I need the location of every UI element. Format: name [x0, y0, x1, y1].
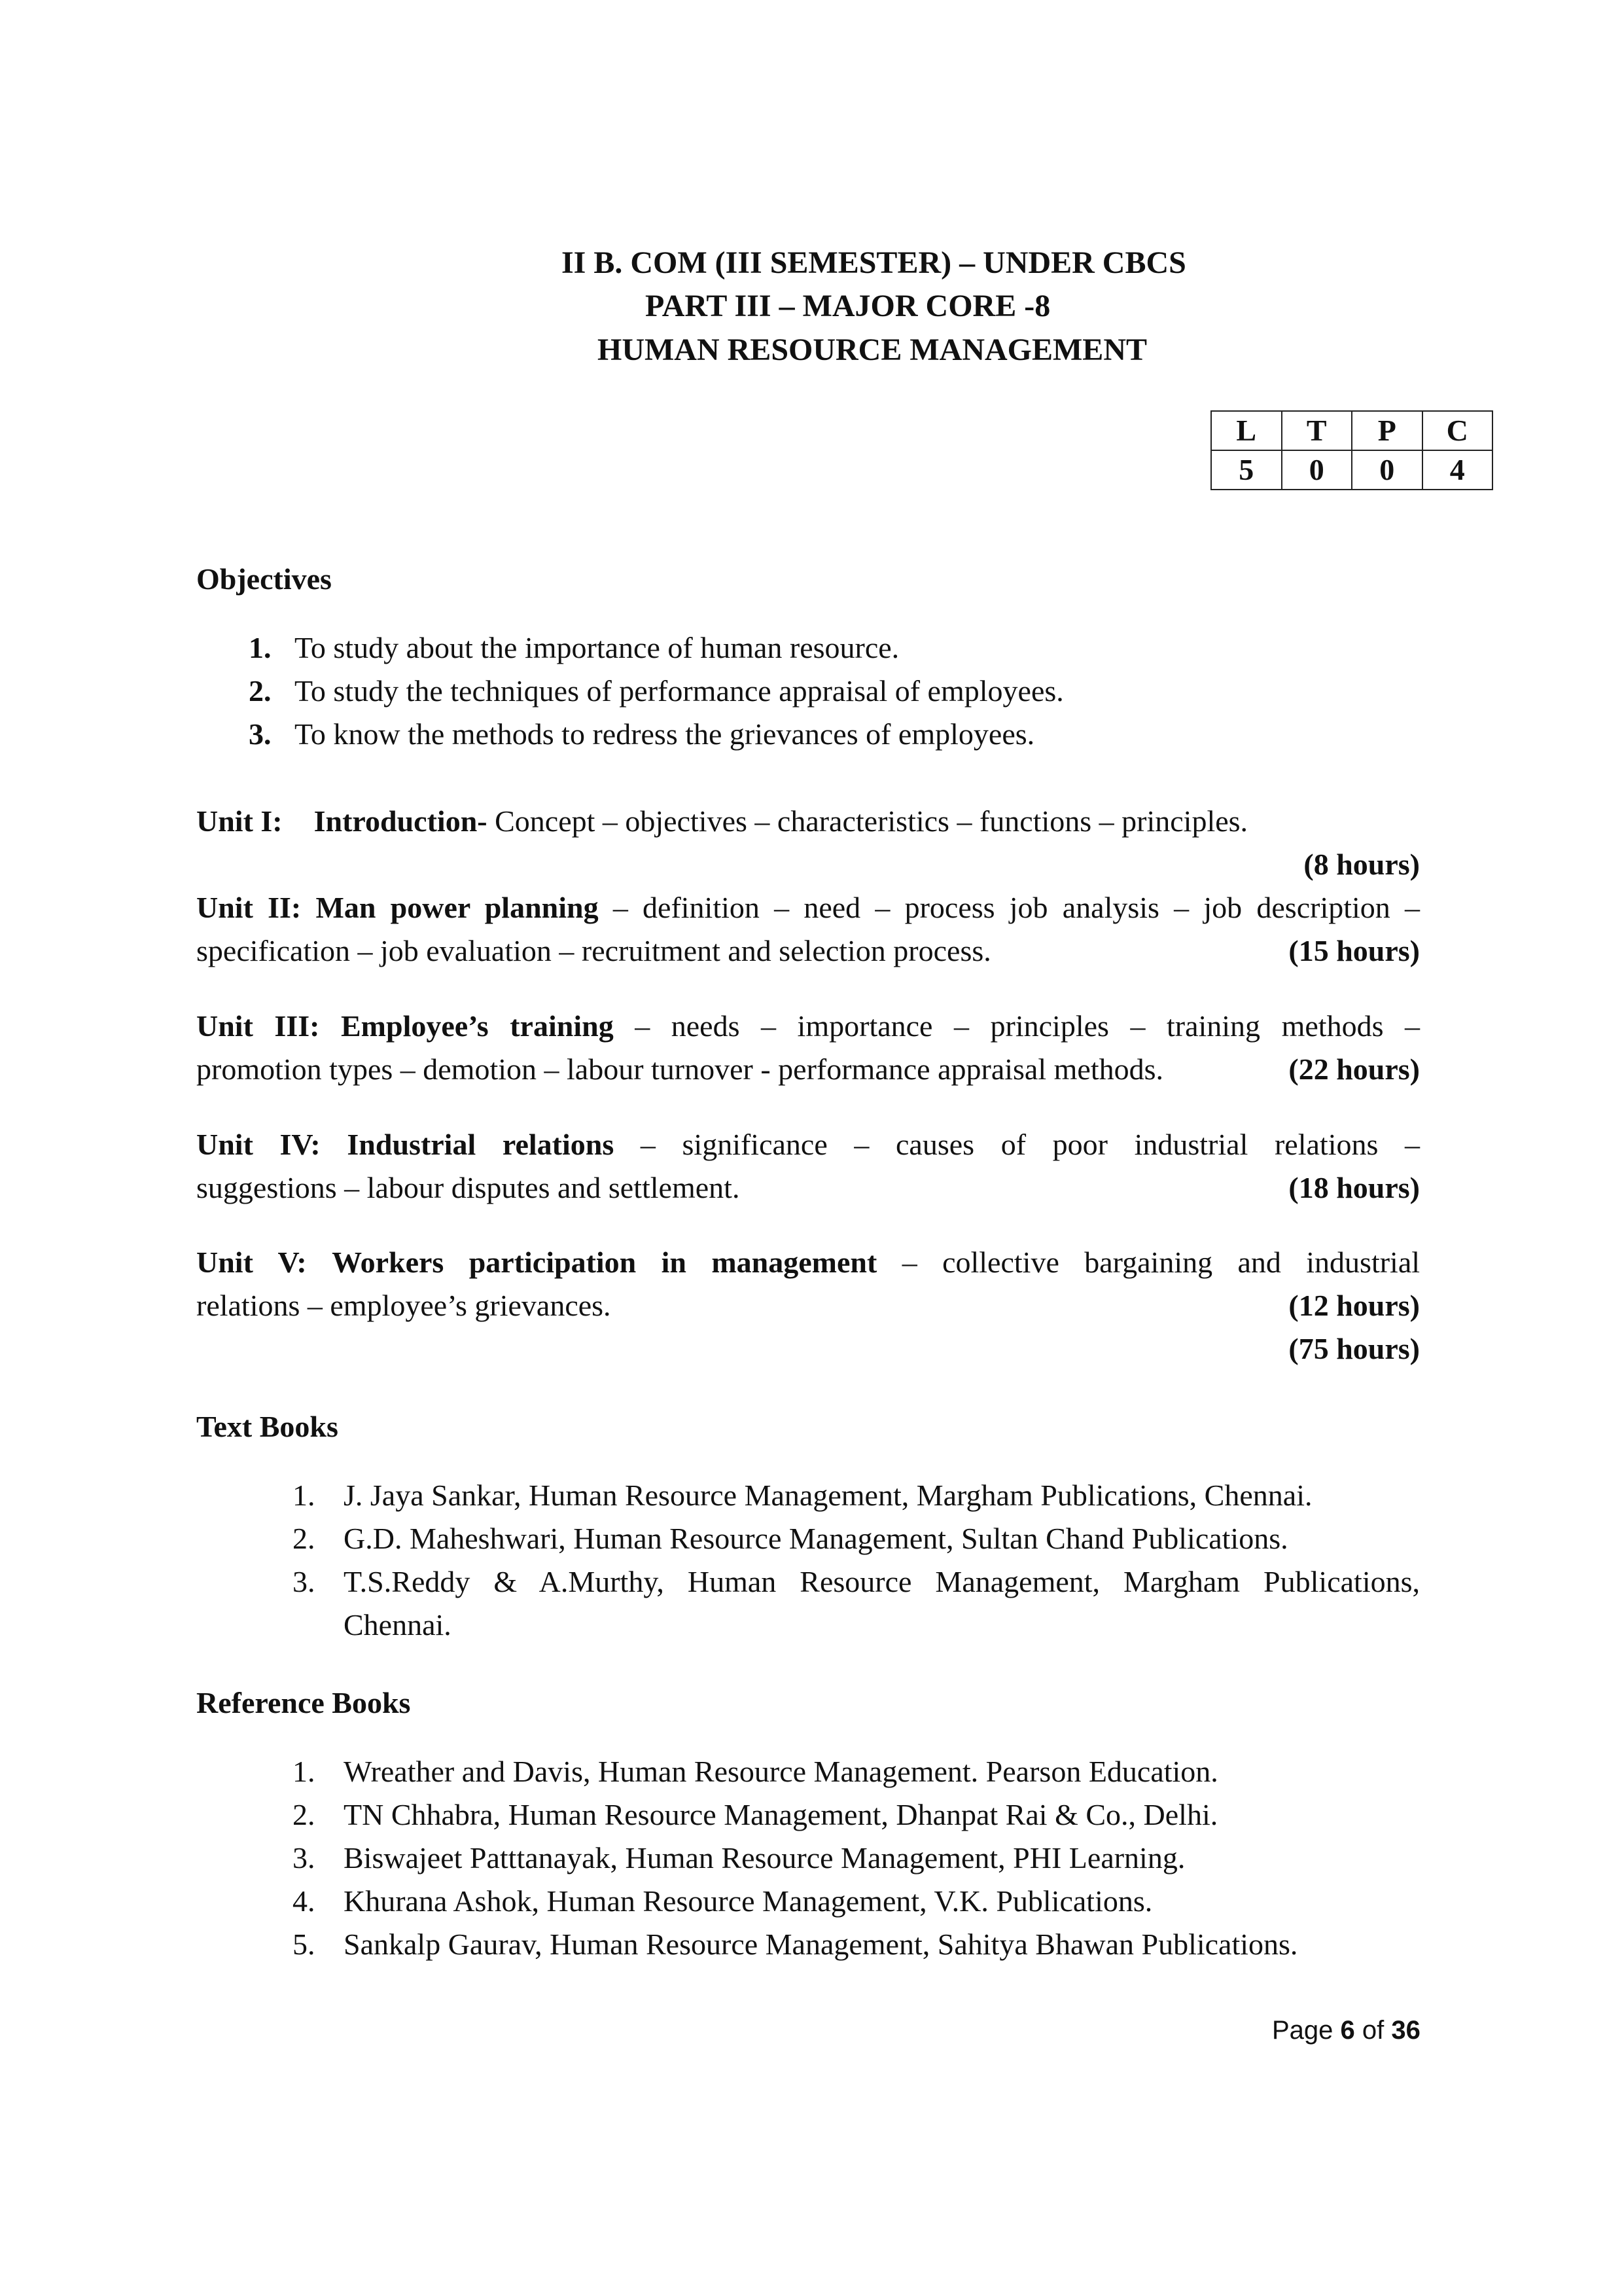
ltpc-header-l: L [1211, 411, 1282, 450]
list-number: 2. [292, 1798, 315, 1831]
unit-4-line-2 [196, 1166, 1420, 1210]
unit-text: specification – job evaluation – recruitment and selection process. [196, 934, 991, 967]
list-number: 4. [292, 1884, 315, 1918]
text-books-list [292, 1474, 1420, 1647]
unit-label: Unit V: [196, 1246, 307, 1279]
page-of: of [1362, 2016, 1385, 2045]
list-text: G.D. Maheshwari, Human Resource Management, Sultan Chand Publications. [344, 1522, 1288, 1555]
unit-2-line-1 [196, 886, 1420, 929]
text-books-title: Text Books [196, 1410, 338, 1443]
unit-4 [196, 1123, 1420, 1210]
list-number: 1. [292, 1479, 315, 1512]
list-item [292, 1750, 1297, 1793]
unit-2-line-2 [196, 929, 1420, 973]
ltpc-value-row [1211, 450, 1492, 490]
unit-title: Employee’s training [341, 1009, 614, 1043]
reference-books-list [292, 1750, 1298, 1966]
list-item-continuation [344, 1604, 1420, 1647]
ltpc-header-t: T [1282, 411, 1352, 450]
list-item [249, 713, 1064, 756]
unit-hours: (8 hours) [1303, 848, 1420, 881]
list-item [292, 1474, 1420, 1517]
unit-text: – definition – need – process job analysis – job description – [612, 891, 1420, 924]
list-text: J. Jaya Sankar, Human Resource Management, Margham Publications, Chennai. [344, 1479, 1313, 1512]
list-number: 3. [249, 717, 272, 751]
unit-hours: (15 hours) [1288, 934, 1420, 967]
unit-1-line [196, 800, 1420, 843]
list-text: To study about the importance of human resource. [294, 631, 900, 664]
unit-label: Unit IV: [196, 1128, 321, 1161]
unit-3-line-1 [196, 1005, 1420, 1048]
course-part: PART III – MAJOR CORE -8 [645, 289, 1051, 323]
list-text: Khurana Ashok, Human Resource Management, V.K. Publications. [344, 1884, 1153, 1918]
unit-text: suggestions – labour disputes and settlement. [196, 1171, 740, 1204]
ltpc-header-c: C [1422, 411, 1493, 450]
unit-text: – collective bargaining and industrial [902, 1246, 1421, 1279]
list-text: Sankalp Gaurav, Human Resource Management, Sahitya Bhawan Publications. [344, 1928, 1298, 1961]
course-heading: II B. COM (III SEMESTER) – UNDER CBCS [561, 245, 1186, 280]
list-number: 2. [292, 1522, 315, 1555]
unit-3-line-2 [196, 1048, 1420, 1091]
ltpc-value-p: 0 [1352, 450, 1422, 490]
reference-books-title: Reference Books [196, 1686, 411, 1719]
list-number: 1. [292, 1755, 315, 1788]
list-text: Wreather and Davis, Human Resource Management. Pearson Education. [344, 1755, 1218, 1788]
list-text: T.S.Reddy & A.Murthy, Human Resource Management, Margham Publications, [344, 1565, 1420, 1598]
unit-label: Unit I: [196, 804, 283, 838]
list-item [292, 1793, 1297, 1837]
list-item [292, 1517, 1420, 1560]
page-total: 36 [1391, 2016, 1421, 2045]
list-number: 1. [249, 631, 272, 664]
list-number: 5. [292, 1928, 315, 1961]
ltpc-table [1210, 410, 1493, 490]
unit-text: – needs – importance – principles – training methods – [635, 1009, 1420, 1043]
page-current: 6 [1340, 2016, 1355, 2045]
unit-2 [196, 886, 1420, 973]
unit-3 [196, 1005, 1420, 1091]
total-hours: (75 hours) [1288, 1332, 1420, 1365]
unit-5 [196, 1241, 1420, 1371]
unit-5-line-1 [196, 1241, 1420, 1284]
page-number [1272, 2017, 1421, 2043]
ltpc-value-c: 4 [1422, 450, 1493, 490]
page-prefix: Page [1272, 2016, 1333, 2045]
list-number: 3. [292, 1565, 315, 1598]
list-item [249, 670, 1064, 713]
list-text: To know the methods to redress the grievances of employees. [294, 717, 1035, 751]
list-text: To study the techniques of performance appraisal of employees. [294, 674, 1064, 708]
list-item [292, 1837, 1297, 1880]
ltpc-header-p: P [1352, 411, 1422, 450]
list-text: Biswajeet Patttanayak, Human Resource Management, PHI Learning. [344, 1841, 1186, 1874]
unit-label: Unit II: [196, 891, 302, 924]
unit-text: – significance – causes of poor industrial relations – [640, 1128, 1421, 1161]
unit-title: Man power planning [315, 891, 599, 924]
list-item [292, 1923, 1298, 1966]
unit-text: promotion types – demotion – labour turnover - performance appraisal methods. [196, 1052, 1163, 1086]
unit-label: Unit III: [196, 1009, 320, 1043]
unit-1 [196, 800, 1420, 886]
unit-4-line-1 [196, 1123, 1420, 1166]
unit-text: relations – employee’s grievances. [196, 1289, 611, 1322]
objectives-list [249, 626, 1064, 756]
unit-title: Workers participation in management [332, 1246, 877, 1279]
unit-hours: (12 hours) [1288, 1289, 1420, 1322]
unit-title: Industrial relations [347, 1128, 614, 1161]
unit-hours: (22 hours) [1288, 1052, 1420, 1086]
ltpc-header-row [1211, 411, 1492, 450]
list-number: 2. [249, 674, 272, 708]
course-title: HUMAN RESOURCE MANAGEMENT [597, 332, 1147, 367]
list-text: Chennai. [344, 1608, 451, 1641]
unit-5-line-2 [196, 1284, 1420, 1327]
ltpc-value-l: 5 [1211, 450, 1282, 490]
list-text: TN Chhabra, Human Resource Management, Dhanpat Rai & Co., Delhi. [344, 1798, 1218, 1831]
list-item [292, 1880, 1297, 1923]
unit-title: Introduction- [313, 804, 487, 838]
objectives-title: Objectives [196, 562, 332, 596]
ltpc-value-t: 0 [1282, 450, 1352, 490]
unit-text: Concept – objectives – characteristics – functions – principles. [495, 804, 1248, 838]
list-number: 3. [292, 1841, 315, 1874]
list-item [249, 626, 1064, 670]
list-item [292, 1560, 1420, 1604]
unit-hours: (18 hours) [1288, 1171, 1420, 1204]
